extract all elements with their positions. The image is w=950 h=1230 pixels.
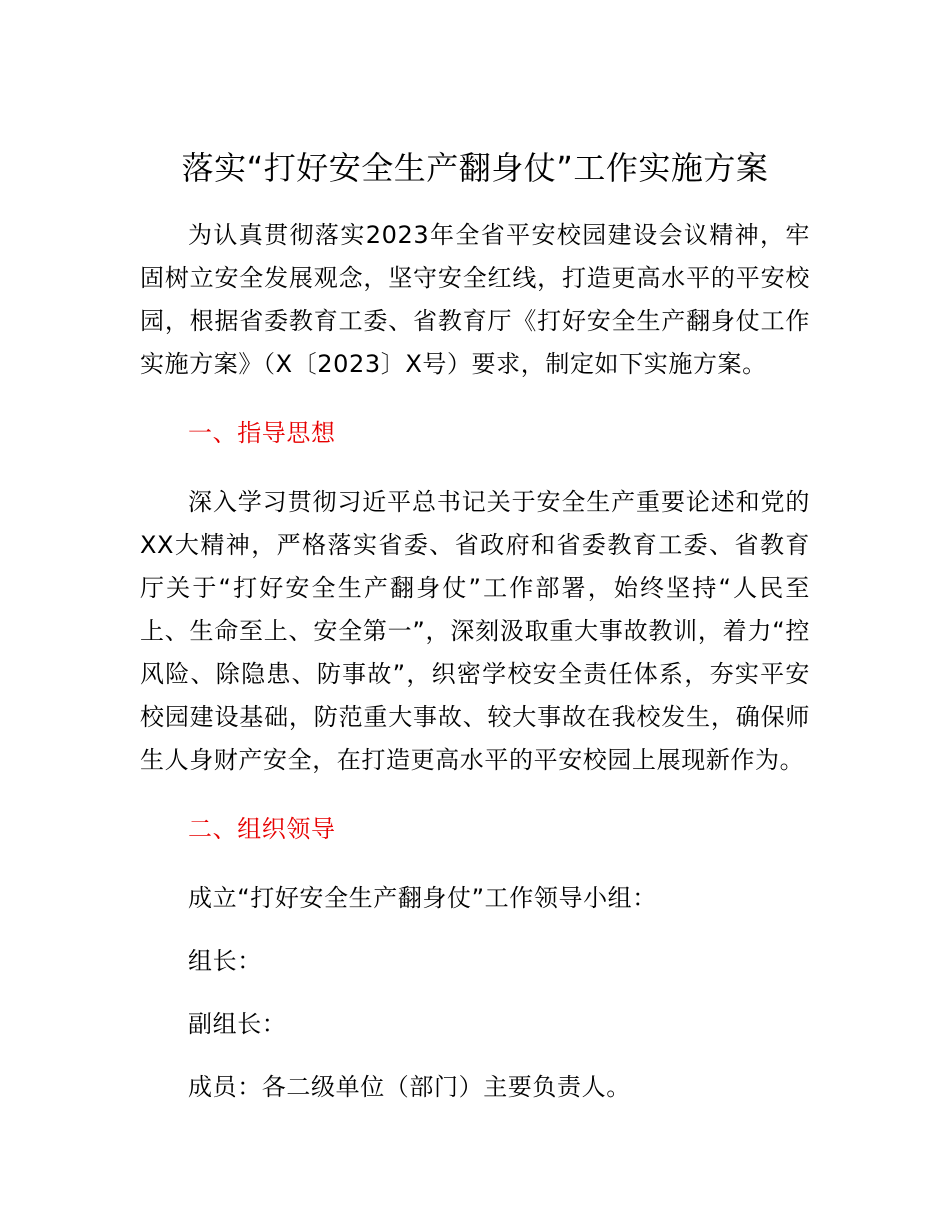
section-heading-organization: 二、组织领导 bbox=[188, 815, 336, 843]
document-title: 落实“打好安全生产翻身仗”工作实施方案 bbox=[181, 149, 769, 187]
section-heading-guiding-ideology: 一、指导思想 bbox=[188, 419, 336, 447]
deputy-leader-line: 副组长： bbox=[188, 1010, 287, 1038]
leadership-group-line: 成立“打好安全生产翻身仗”工作领导小组： bbox=[188, 884, 657, 912]
intro-paragraph: 为认真贯彻落实2023年全省平安校园建设会议精神，牢固树立安全发展观念，坚守安全红线，打造更高水平的平安校园，根据省委教育工委、省教育厅《打好安全生产翻身仗工作实施方案》（X〔2023〕X号）要求，制定如下实施方案。 bbox=[140, 221, 810, 378]
members-line: 成员：各二级单位（部门）主要负责人。 bbox=[188, 1073, 631, 1101]
group-leader-line: 组长： bbox=[188, 947, 262, 975]
guiding-ideology-paragraph: 深入学习贯彻习近平总书记关于安全生产重要论述和党的XX大精神，严格落实省委、省政府和省委教育工委、省教育厅关于“打好安全生产翻身仗”工作部署，始终坚持“人民至上、生命至上、安全第一”，深刻汲取重大事故教训，着力“控风险、除隐患、防事故”，织密学校安全责任体系，夯实平安校园建设基础，防范重大事故、较大事故在我校发生，确保师生人身财产安全，在打造更高水平的平安校园上展现新作为。 bbox=[140, 488, 810, 774]
